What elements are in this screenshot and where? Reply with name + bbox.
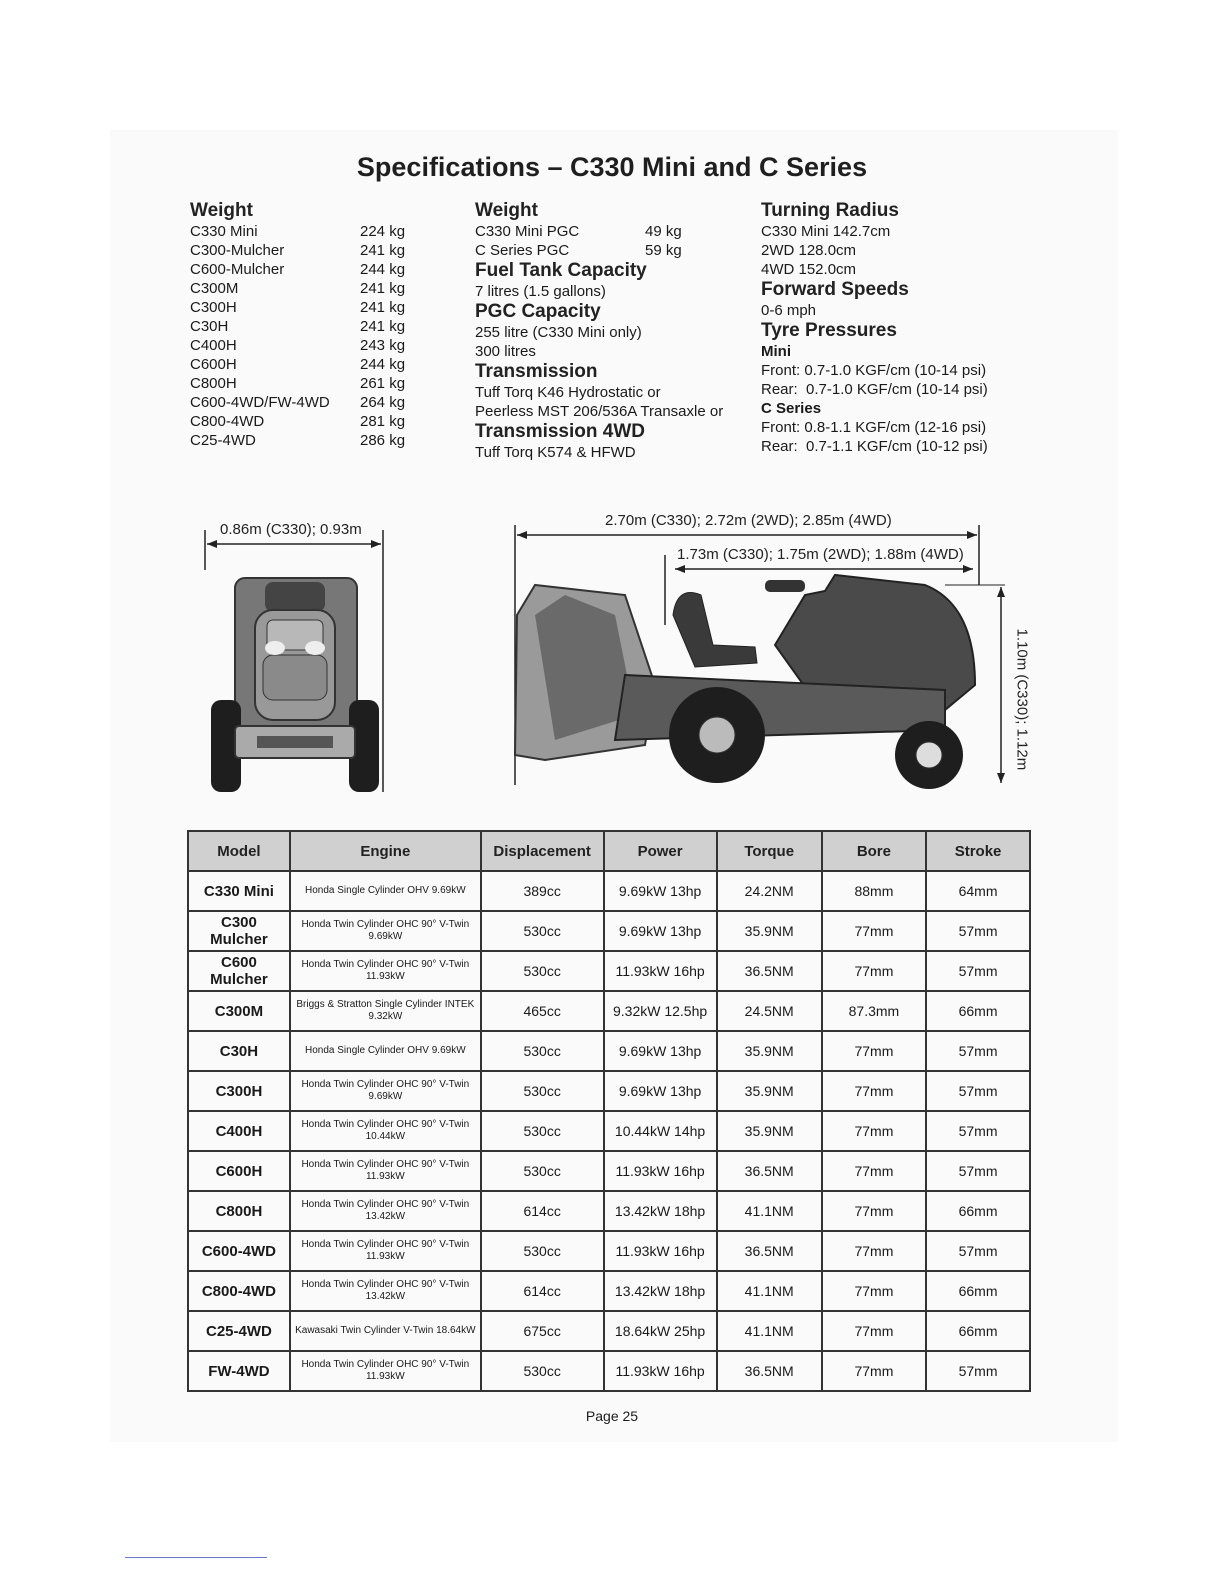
cell-stroke: 57mm: [926, 1071, 1030, 1111]
weight-value: 244 kg: [360, 261, 406, 278]
cell-disp: 530cc: [481, 951, 604, 991]
overall-length-label: 2.70m (C330); 2.72m (2WD); 2.85m (4WD): [605, 512, 892, 529]
weight-row: [190, 222, 430, 241]
cseries-front: Front: 0.8-1.1 KGF/cm (12-16 psi): [761, 419, 987, 436]
weight-model: C330 Mini: [190, 223, 258, 240]
pgc-weight-value: 49 kg: [645, 223, 682, 240]
table-row: [188, 991, 1030, 1031]
cell-engine: Honda Twin Cylinder OHC 90° V-Twin 11.93kW: [290, 1351, 481, 1391]
cell-model: C600 Mulcher: [188, 951, 290, 991]
cell-stroke: 57mm: [926, 1231, 1030, 1271]
cell-model: C400H: [188, 1111, 290, 1151]
weight-value: 241 kg: [360, 299, 406, 316]
cell-disp: 389cc: [481, 871, 604, 911]
column-header: Stroke: [926, 831, 1030, 871]
cell-stroke: 57mm: [926, 1351, 1030, 1391]
cell-torque: 35.9NM: [717, 1031, 822, 1071]
mini-front: Front: 0.7-1.0 KGF/cm (10-14 psi): [761, 362, 987, 379]
table-row: [188, 1191, 1030, 1231]
table-row: [188, 871, 1030, 911]
weight-value: 244 kg: [360, 356, 406, 373]
cell-bore: 77mm: [822, 951, 926, 991]
spec-table: [187, 830, 1031, 1392]
cell-torque: 41.1NM: [717, 1191, 822, 1231]
weight-model: C30H: [190, 318, 229, 335]
weight-list: [190, 222, 430, 450]
footer-link-line: [125, 1557, 267, 1558]
cell-torque: 41.1NM: [717, 1311, 822, 1351]
weight-model: C600H: [190, 356, 237, 373]
cell-engine: Honda Twin Cylinder OHC 90° V-Twin 9.69kW: [290, 1071, 481, 1111]
weight-model: C600-4WD/FW-4WD: [190, 394, 330, 411]
weight-value: 243 kg: [360, 337, 406, 354]
cell-model: C600H: [188, 1151, 290, 1191]
body-length-label: 1.73m (C330); 1.75m (2WD); 1.88m (4WD): [677, 546, 964, 563]
column-header: Model: [188, 831, 290, 871]
weight-model: C25-4WD: [190, 432, 256, 449]
cell-torque: 36.5NM: [717, 1351, 822, 1391]
cell-disp: 530cc: [481, 1351, 604, 1391]
cell-torque: 41.1NM: [717, 1271, 822, 1311]
cell-engine: Honda Twin Cylinder OHC 90° V-Twin 11.93kW: [290, 1151, 481, 1191]
transmission-4wd-value: Tuff Torq K574 & HFWD: [475, 444, 636, 461]
table-row: [188, 911, 1030, 951]
cell-power: 18.64kW 25hp: [604, 1311, 717, 1351]
cell-bore: 77mm: [822, 1151, 926, 1191]
cell-model: C300 Mulcher: [188, 911, 290, 951]
pgc-weight-heading: Weight: [475, 200, 538, 221]
weight-row: [190, 393, 430, 412]
weight-row: [190, 336, 430, 355]
turning-line: 2WD 128.0cm: [761, 242, 857, 259]
page-number: Page 25: [585, 1408, 639, 1424]
cell-torque: 24.2NM: [717, 871, 822, 911]
width-dimension-label: 0.86m (C330); 0.93m: [220, 521, 362, 538]
cell-stroke: 57mm: [926, 911, 1030, 951]
cell-engine: Honda Twin Cylinder OHC 90° V-Twin 11.93kW: [290, 1231, 481, 1271]
cell-model: C300H: [188, 1071, 290, 1111]
weight-value: 264 kg: [360, 394, 406, 411]
cell-bore: 77mm: [822, 1111, 926, 1151]
cell-torque: 24.5NM: [717, 991, 822, 1031]
weight-value: 261 kg: [360, 375, 406, 392]
cell-model: C25-4WD: [188, 1311, 290, 1351]
transmission-4wd-heading: Transmission 4WD: [475, 421, 645, 442]
transmission-line: Peerless MST 206/536A Transaxle or: [475, 403, 724, 420]
cell-power: 11.93kW 16hp: [604, 951, 717, 991]
turning-line: 4WD 152.0cm: [761, 261, 857, 278]
column-header: Torque: [717, 831, 822, 871]
weight-value: 281 kg: [360, 413, 406, 430]
cell-torque: 35.9NM: [717, 1111, 822, 1151]
cell-torque: 36.5NM: [717, 1231, 822, 1271]
cell-power: 9.69kW 13hp: [604, 1031, 717, 1071]
cell-bore: 77mm: [822, 911, 926, 951]
table-header-row: [188, 831, 1030, 871]
cell-model: C800-4WD: [188, 1271, 290, 1311]
cell-stroke: 57mm: [926, 1151, 1030, 1191]
cell-engine: Honda Twin Cylinder OHC 90° V-Twin 11.93kW: [290, 951, 481, 991]
table-row: [188, 1231, 1030, 1271]
cell-engine: Honda Twin Cylinder OHC 90° V-Twin 9.69kW: [290, 911, 481, 951]
cell-engine: Kawasaki Twin Cylinder V-Twin 18.64kW: [290, 1311, 481, 1351]
cell-bore: 77mm: [822, 1351, 926, 1391]
front-view-diagram: [195, 530, 395, 800]
pgc-weight-row: [475, 222, 755, 241]
weight-row: [190, 298, 430, 317]
mini-rear: Rear: 0.7-1.0 KGF/cm (10-14 psi): [761, 381, 988, 398]
cell-stroke: 66mm: [926, 991, 1030, 1031]
cell-model: C300M: [188, 991, 290, 1031]
cell-disp: 530cc: [481, 1071, 604, 1111]
cell-stroke: 57mm: [926, 1111, 1030, 1151]
cell-engine: Honda Twin Cylinder OHC 90° V-Twin 10.44kW: [290, 1111, 481, 1151]
cell-stroke: 66mm: [926, 1311, 1030, 1351]
cell-stroke: 66mm: [926, 1271, 1030, 1311]
cell-disp: 465cc: [481, 991, 604, 1031]
weight-heading: Weight: [190, 200, 253, 221]
cell-model: FW-4WD: [188, 1351, 290, 1391]
cell-disp: 530cc: [481, 1151, 604, 1191]
cell-engine: Honda Twin Cylinder OHC 90° V-Twin 13.42kW: [290, 1271, 481, 1311]
side-view-diagram: [505, 525, 1005, 795]
cell-engine: Honda Twin Cylinder OHC 90° V-Twin 13.42kW: [290, 1191, 481, 1231]
pgc-capacity-heading: PGC Capacity: [475, 301, 601, 322]
weight-value: 286 kg: [360, 432, 406, 449]
table-row: [188, 1271, 1030, 1311]
weight-row: [190, 355, 430, 374]
cell-power: 10.44kW 14hp: [604, 1111, 717, 1151]
weight-model: C800H: [190, 375, 237, 392]
table-row: [188, 1351, 1030, 1391]
weight-model: C400H: [190, 337, 237, 354]
cell-torque: 36.5NM: [717, 951, 822, 991]
cell-power: 9.69kW 13hp: [604, 911, 717, 951]
column-header: Power: [604, 831, 717, 871]
cell-disp: 530cc: [481, 1111, 604, 1151]
cell-stroke: 57mm: [926, 1031, 1030, 1071]
cell-power: 9.69kW 13hp: [604, 1071, 717, 1111]
cell-bore: 87.3mm: [822, 991, 926, 1031]
turning-heading: Turning Radius: [761, 200, 899, 221]
table-row: [188, 1071, 1030, 1111]
cell-disp: 530cc: [481, 1231, 604, 1271]
weight-value: 241 kg: [360, 242, 406, 259]
performance-column: [761, 200, 1031, 456]
pgc-weight-model: C Series PGC: [475, 242, 570, 259]
cell-power: 11.93kW 16hp: [604, 1151, 717, 1191]
column-header: Engine: [290, 831, 481, 871]
weight-row: [190, 374, 430, 393]
weight-row: [190, 241, 430, 260]
cell-torque: 35.9NM: [717, 911, 822, 951]
cseries-rear: Rear: 0.7-1.1 KGF/cm (10-12 psi): [761, 438, 988, 455]
cell-power: 13.42kW 18hp: [604, 1271, 717, 1311]
pgc-capacity-line: 300 litres: [475, 343, 536, 360]
cell-stroke: 66mm: [926, 1191, 1030, 1231]
cell-bore: 77mm: [822, 1271, 926, 1311]
weight-row: [190, 431, 430, 450]
tyre-pressures-heading: Tyre Pressures: [761, 320, 897, 341]
cell-power: 11.93kW 16hp: [604, 1351, 717, 1391]
cell-bore: 88mm: [822, 871, 926, 911]
table-row: [188, 1311, 1030, 1351]
table-row: [188, 1151, 1030, 1191]
cell-stroke: 57mm: [926, 951, 1030, 991]
cell-model: C330 Mini: [188, 871, 290, 911]
forward-speeds-value: 0-6 mph: [761, 302, 817, 319]
weight-value: 241 kg: [360, 318, 406, 335]
page-title: Specifications – C330 Mini and C Series: [356, 152, 868, 182]
cell-power: 9.69kW 13hp: [604, 871, 717, 911]
pgc-weight-row: [475, 241, 755, 260]
weight-row: [190, 279, 430, 298]
weight-model: C300H: [190, 299, 237, 316]
cell-model: C800H: [188, 1191, 290, 1231]
table-row: [188, 951, 1030, 991]
cell-stroke: 64mm: [926, 871, 1030, 911]
cell-disp: 530cc: [481, 1031, 604, 1071]
cell-engine: Honda Single Cylinder OHV 9.69kW: [290, 1031, 481, 1071]
cell-model: C600-4WD: [188, 1231, 290, 1271]
cell-disp: 614cc: [481, 1271, 604, 1311]
cell-model: C30H: [188, 1031, 290, 1071]
column-header: Bore: [822, 831, 926, 871]
weight-row: [190, 260, 430, 279]
pgc-weight-model: C330 Mini PGC: [475, 223, 580, 240]
weight-model: C800-4WD: [190, 413, 265, 430]
cell-power: 11.93kW 16hp: [604, 1231, 717, 1271]
weight-row: [190, 317, 430, 336]
cell-bore: 77mm: [822, 1031, 926, 1071]
weight-model: C300M: [190, 280, 239, 297]
cell-disp: 675cc: [481, 1311, 604, 1351]
weight-value: 224 kg: [360, 223, 406, 240]
fuel-heading: Fuel Tank Capacity: [475, 260, 647, 281]
weight-column: [190, 200, 430, 450]
cell-bore: 77mm: [822, 1191, 926, 1231]
cell-power: 9.32kW 12.5hp: [604, 991, 717, 1031]
mini-label: Mini: [761, 343, 791, 360]
column-header: Displacement: [481, 831, 604, 871]
weight-row: [190, 412, 430, 431]
cell-bore: 77mm: [822, 1071, 926, 1111]
cell-bore: 77mm: [822, 1311, 926, 1351]
cseries-label: C Series: [761, 400, 822, 417]
cell-torque: 35.9NM: [717, 1071, 822, 1111]
fuel-value: 7 litres (1.5 gallons): [475, 283, 606, 300]
table-row: [188, 1031, 1030, 1071]
turning-line: C330 Mini 142.7cm: [761, 223, 891, 240]
weight-model: C300-Mulcher: [190, 242, 285, 259]
pgc-weight-value: 59 kg: [645, 242, 682, 259]
cell-bore: 77mm: [822, 1231, 926, 1271]
cell-torque: 36.5NM: [717, 1151, 822, 1191]
capacity-column: [475, 200, 755, 462]
cell-power: 13.42kW 18hp: [604, 1191, 717, 1231]
transmission-line: Tuff Torq K46 Hydrostatic or: [475, 384, 661, 401]
table-row: [188, 1111, 1030, 1151]
cell-engine: Honda Single Cylinder OHV 9.69kW: [290, 871, 481, 911]
table-body: [188, 871, 1030, 1391]
cell-disp: 614cc: [481, 1191, 604, 1231]
pgc-weight-list: [475, 222, 755, 260]
cell-disp: 530cc: [481, 911, 604, 951]
cell-engine: Briggs & Stratton Single Cylinder INTEK 9.32kW: [290, 991, 481, 1031]
forward-speeds-heading: Forward Speeds: [761, 279, 909, 300]
height-dimension-label: 1.10m (C330); 1.12m: [1013, 628, 1031, 771]
pgc-capacity-line: 255 litre (C330 Mini only): [475, 324, 642, 341]
weight-model: C600-Mulcher: [190, 261, 285, 278]
weight-value: 241 kg: [360, 280, 406, 297]
transmission-heading: Transmission: [475, 361, 598, 382]
